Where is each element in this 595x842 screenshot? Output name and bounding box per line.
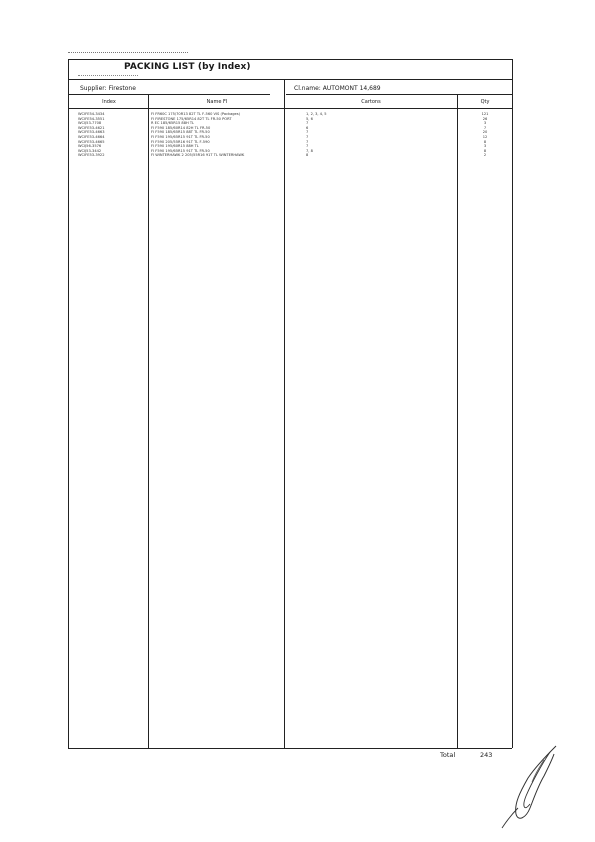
col-header-name: Name FI bbox=[206, 99, 228, 105]
cell-cartons: 7, 8 bbox=[306, 148, 313, 153]
cell-cartons: 7 bbox=[306, 130, 309, 135]
signature-mark bbox=[496, 742, 566, 832]
cell-index: WCIJ53-7708 bbox=[78, 121, 102, 126]
frame-left bbox=[68, 59, 69, 748]
cell-index: WCIFE53-4663 bbox=[78, 130, 105, 135]
cell-name: FI F590 195/65R15 91T TL FR-50 bbox=[151, 148, 210, 153]
cell-name: FI FIRESTONE 175/65R14 82T TL FR-50 PORT bbox=[151, 116, 232, 121]
frame-top bbox=[68, 59, 512, 60]
cell-index: WCIFE53-4664 bbox=[78, 135, 105, 139]
cell-index: WCIFE53-4665 bbox=[78, 139, 105, 144]
cell-index: WCIJ53-3442 bbox=[78, 148, 102, 153]
title-divider bbox=[68, 79, 512, 80]
col-header-cartons: Cartons bbox=[361, 99, 381, 105]
col-line-1 bbox=[148, 95, 149, 748]
cell-name: FI F590 185/65R15 88T TL FR-50 bbox=[151, 130, 210, 135]
cell-name: FI WINTERHAWK 2 205/55R16 91T TL WINTERHAWK bbox=[151, 153, 245, 158]
cell-qty: 26 bbox=[482, 116, 488, 121]
cell-qty: 2 bbox=[483, 153, 487, 158]
cell-cartons: 1, 2, 3, 4, 5 bbox=[306, 112, 327, 116]
cell-cartons: 7 bbox=[306, 135, 309, 139]
client-line bbox=[294, 85, 381, 92]
supplier-value: Firestone bbox=[108, 85, 136, 92]
supplier-divider bbox=[68, 94, 270, 95]
cell-cartons: 7 bbox=[306, 144, 309, 149]
client-value: AUTOMONT 14,689 bbox=[322, 85, 381, 92]
col-line-3 bbox=[457, 95, 458, 748]
cell-qty: 7 bbox=[483, 125, 487, 130]
cell-index: WCIJ56-3576 bbox=[78, 144, 102, 149]
col-line-2 bbox=[284, 80, 285, 748]
cell-cartons: 6 bbox=[306, 125, 309, 130]
client-divider bbox=[286, 94, 512, 95]
cell-name: R EC 185/65R15 88H TL bbox=[151, 121, 195, 126]
cell-qty: 12 bbox=[482, 135, 488, 139]
cell-name: FI F590 195/60R15 88H TL bbox=[151, 144, 199, 149]
cell-qty: 121 bbox=[481, 112, 489, 116]
cell-cartons: 8 bbox=[306, 153, 309, 158]
total-label: Total bbox=[440, 751, 456, 759]
cell-qty: 3 bbox=[483, 121, 487, 126]
supplier-line bbox=[80, 85, 136, 92]
scan-artifact bbox=[78, 75, 138, 76]
cell-name: FI F590 205/55R16 91T TL F-590 bbox=[151, 139, 210, 144]
cell-name: FI F590 185/60R14 82H TL FR-50 bbox=[151, 125, 211, 130]
cell-qty: 8 bbox=[483, 148, 487, 153]
scan-artifact bbox=[68, 52, 188, 53]
cell-name: FI FR60C 175/70R13 82T TL F-560 VIS (Packages) bbox=[151, 112, 241, 116]
supplier-label: Supplier: bbox=[80, 85, 107, 92]
header-divider bbox=[68, 108, 512, 109]
cell-cartons: 7 bbox=[306, 121, 309, 126]
cell-qty: 3 bbox=[483, 144, 487, 149]
cell-index: WCIFE53-4621 bbox=[78, 125, 105, 130]
cell-cartons: 5, 6 bbox=[306, 116, 313, 121]
cell-index: WCIFE54-3434 bbox=[78, 112, 105, 116]
cell-qty: 20 bbox=[482, 130, 488, 135]
cell-index: WCIFE53-3922 bbox=[78, 153, 105, 158]
frame-right bbox=[512, 59, 513, 748]
cell-cartons: 7 bbox=[306, 139, 309, 144]
cell-qty: 8 bbox=[483, 139, 487, 144]
col-header-qty: Qty bbox=[480, 99, 490, 105]
cell-name: FI F590 195/65R15 91T TL FR-50 bbox=[151, 135, 210, 139]
page-title: PACKING LIST (by Index) bbox=[124, 62, 251, 72]
cell-index: WCIFE54-3551 bbox=[78, 116, 105, 121]
client-label: Cl.name: bbox=[294, 85, 321, 92]
col-header-index: Index bbox=[102, 99, 116, 105]
frame-bottom bbox=[68, 748, 512, 749]
total-value: 243 bbox=[480, 751, 493, 759]
